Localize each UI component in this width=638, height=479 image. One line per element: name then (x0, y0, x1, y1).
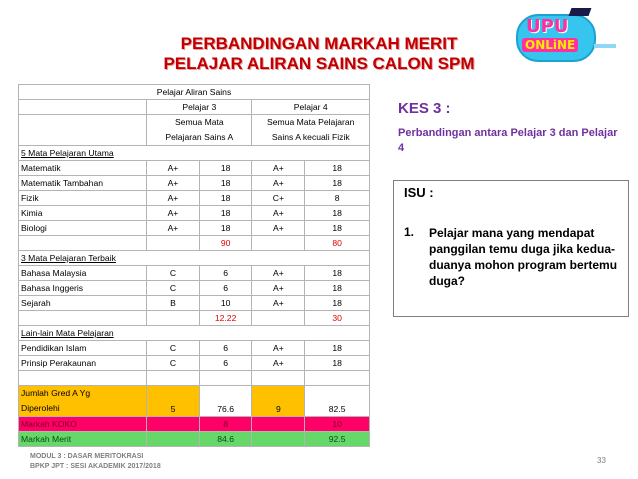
title-line-2: PELAJAR ALIRAN SAINS CALON SPM (163, 54, 475, 73)
subject-name: Sejarah (19, 296, 147, 311)
footer-line-2: BPKP JPT : SESI AKADEMIK 2017/2018 (30, 463, 161, 470)
grade-a: A+ (147, 176, 200, 191)
section-total-row (19, 311, 370, 326)
mark-a: 18 (199, 206, 252, 221)
mark-b: 18 (305, 296, 370, 311)
student-a-description: Semua Mata Pelajaran Sains A (147, 115, 252, 146)
section-total-row (19, 236, 370, 251)
markah-koko-row (19, 417, 370, 432)
mark-a: 6 (199, 266, 252, 281)
merit-b: 92.5 (305, 432, 370, 447)
issue-question: Pelajar mana yang mendapat panggilan temu duga jika kedua-duanya mohon program bertemu duga? (429, 226, 618, 288)
grade-a: C (147, 281, 200, 296)
grade-b: A+ (252, 206, 305, 221)
section-heading-row (19, 251, 370, 266)
section-heading-row (19, 146, 370, 161)
footer (30, 452, 161, 472)
grade-a: A+ (147, 206, 200, 221)
jumlah-count-b: 9 (252, 386, 305, 417)
subject-name: Biologi (19, 221, 147, 236)
table-row (19, 281, 370, 296)
jumlah-gred-row (19, 386, 370, 417)
issue-heading: ISU : (404, 185, 434, 200)
section3-heading: Lain-lain Mata Pelajaran (19, 326, 370, 341)
grade-b: A+ (252, 356, 305, 371)
student-b-description: Semua Mata Pelajaran Sains A kecuali Fizik (252, 115, 370, 146)
koko-a: 8 (199, 417, 252, 432)
merit-label: Markah Merit (19, 432, 147, 447)
grade-a: A+ (147, 161, 200, 176)
grade-b: A+ (252, 221, 305, 236)
table-row (19, 221, 370, 236)
mark-a: 18 (199, 161, 252, 176)
mark-b: 18 (305, 266, 370, 281)
section1-heading: 5 Mata Pelajaran Utama (19, 146, 370, 161)
jumlah-label: Jumlah Gred A Yg Diperolehi (19, 386, 147, 417)
section1-total-a: 90 (199, 236, 252, 251)
case-description: Perbandingan antara Pelajar 3 dan Pelajar 4 (398, 127, 618, 154)
subject-name: Fizik (19, 191, 147, 206)
mark-a: 6 (199, 356, 252, 371)
page-number: 33 (597, 456, 606, 465)
mark-b: 18 (305, 206, 370, 221)
jumlah-value-a: 76.6 (199, 386, 252, 417)
grade-b: A+ (252, 341, 305, 356)
section2-total-b: 30 (305, 311, 370, 326)
merit-a: 84.6 (199, 432, 252, 447)
student-b-header: Pelajar 4 (252, 100, 370, 115)
title-line-1: PERBANDINGAN MARKAH MERIT (180, 34, 458, 53)
issue-box (393, 180, 629, 317)
table-row (19, 356, 370, 371)
markah-merit-row (19, 432, 370, 447)
grade-a: A+ (147, 191, 200, 206)
mark-a: 6 (199, 341, 252, 356)
table-caption-row (19, 85, 370, 100)
mark-a: 18 (199, 191, 252, 206)
subject-name: Prinsip Perakaunan (19, 356, 147, 371)
issue-number: 1. (404, 225, 415, 239)
table-row (19, 206, 370, 221)
mark-b: 18 (305, 161, 370, 176)
grade-b: A+ (252, 296, 305, 311)
mark-a: 18 (199, 176, 252, 191)
mark-b: 18 (305, 176, 370, 191)
mark-b: 18 (305, 356, 370, 371)
mark-a: 6 (199, 281, 252, 296)
grade-a: C (147, 266, 200, 281)
section2-total-a: 12.22 (199, 311, 252, 326)
student-a-header: Pelajar 3 (147, 100, 252, 115)
mark-b: 18 (305, 281, 370, 296)
logo-text-upu: UPU (526, 16, 569, 37)
table-row (19, 266, 370, 281)
student-header-row (19, 100, 370, 115)
grade-b: C+ (252, 191, 305, 206)
table-caption: Pelajar Aliran Sains (19, 85, 370, 100)
merit-comparison-table (18, 84, 370, 447)
jumlah-count-a: 5 (147, 386, 200, 417)
subject-name: Pendidikan Islam (19, 341, 147, 356)
grade-a: C (147, 356, 200, 371)
subject-name: Matematik Tambahan (19, 176, 147, 191)
grade-b: A+ (252, 161, 305, 176)
spacer-row (19, 371, 370, 386)
mark-b: 18 (305, 221, 370, 236)
table-row (19, 161, 370, 176)
subject-name: Kimia (19, 206, 147, 221)
subject-name: Bahasa Malaysia (19, 266, 147, 281)
section1-total-b: 80 (305, 236, 370, 251)
mark-b: 8 (305, 191, 370, 206)
subject-name: Matematik (19, 161, 147, 176)
upu-online-logo (510, 6, 622, 64)
subject-name: Bahasa Inggeris (19, 281, 147, 296)
case-heading: KES 3 : (398, 100, 451, 117)
mark-a: 18 (199, 221, 252, 236)
grade-b: A+ (252, 266, 305, 281)
table-row (19, 296, 370, 311)
grade-b: A+ (252, 281, 305, 296)
grade-a: A+ (147, 221, 200, 236)
logo-underline-shape (594, 44, 616, 48)
table-row (19, 191, 370, 206)
footer-line-1: MODUL 3 : DASAR MERITOKRASI (30, 453, 144, 460)
logo-text-online: ONLiNE (522, 38, 578, 52)
section-heading-row (19, 326, 370, 341)
mark-a: 10 (199, 296, 252, 311)
koko-label: Markah KOKO (19, 417, 147, 432)
table-row (19, 176, 370, 191)
jumlah-value-b: 82.5 (305, 386, 370, 417)
section2-heading: 3 Mata Pelajaran Terbaik (19, 251, 370, 266)
grade-b: A+ (252, 176, 305, 191)
table-row (19, 341, 370, 356)
grade-a: B (147, 296, 200, 311)
koko-b: 10 (305, 417, 370, 432)
graduation-cap-icon (569, 8, 592, 16)
grade-a: C (147, 341, 200, 356)
student-desc-row (19, 115, 370, 146)
mark-b: 18 (305, 341, 370, 356)
